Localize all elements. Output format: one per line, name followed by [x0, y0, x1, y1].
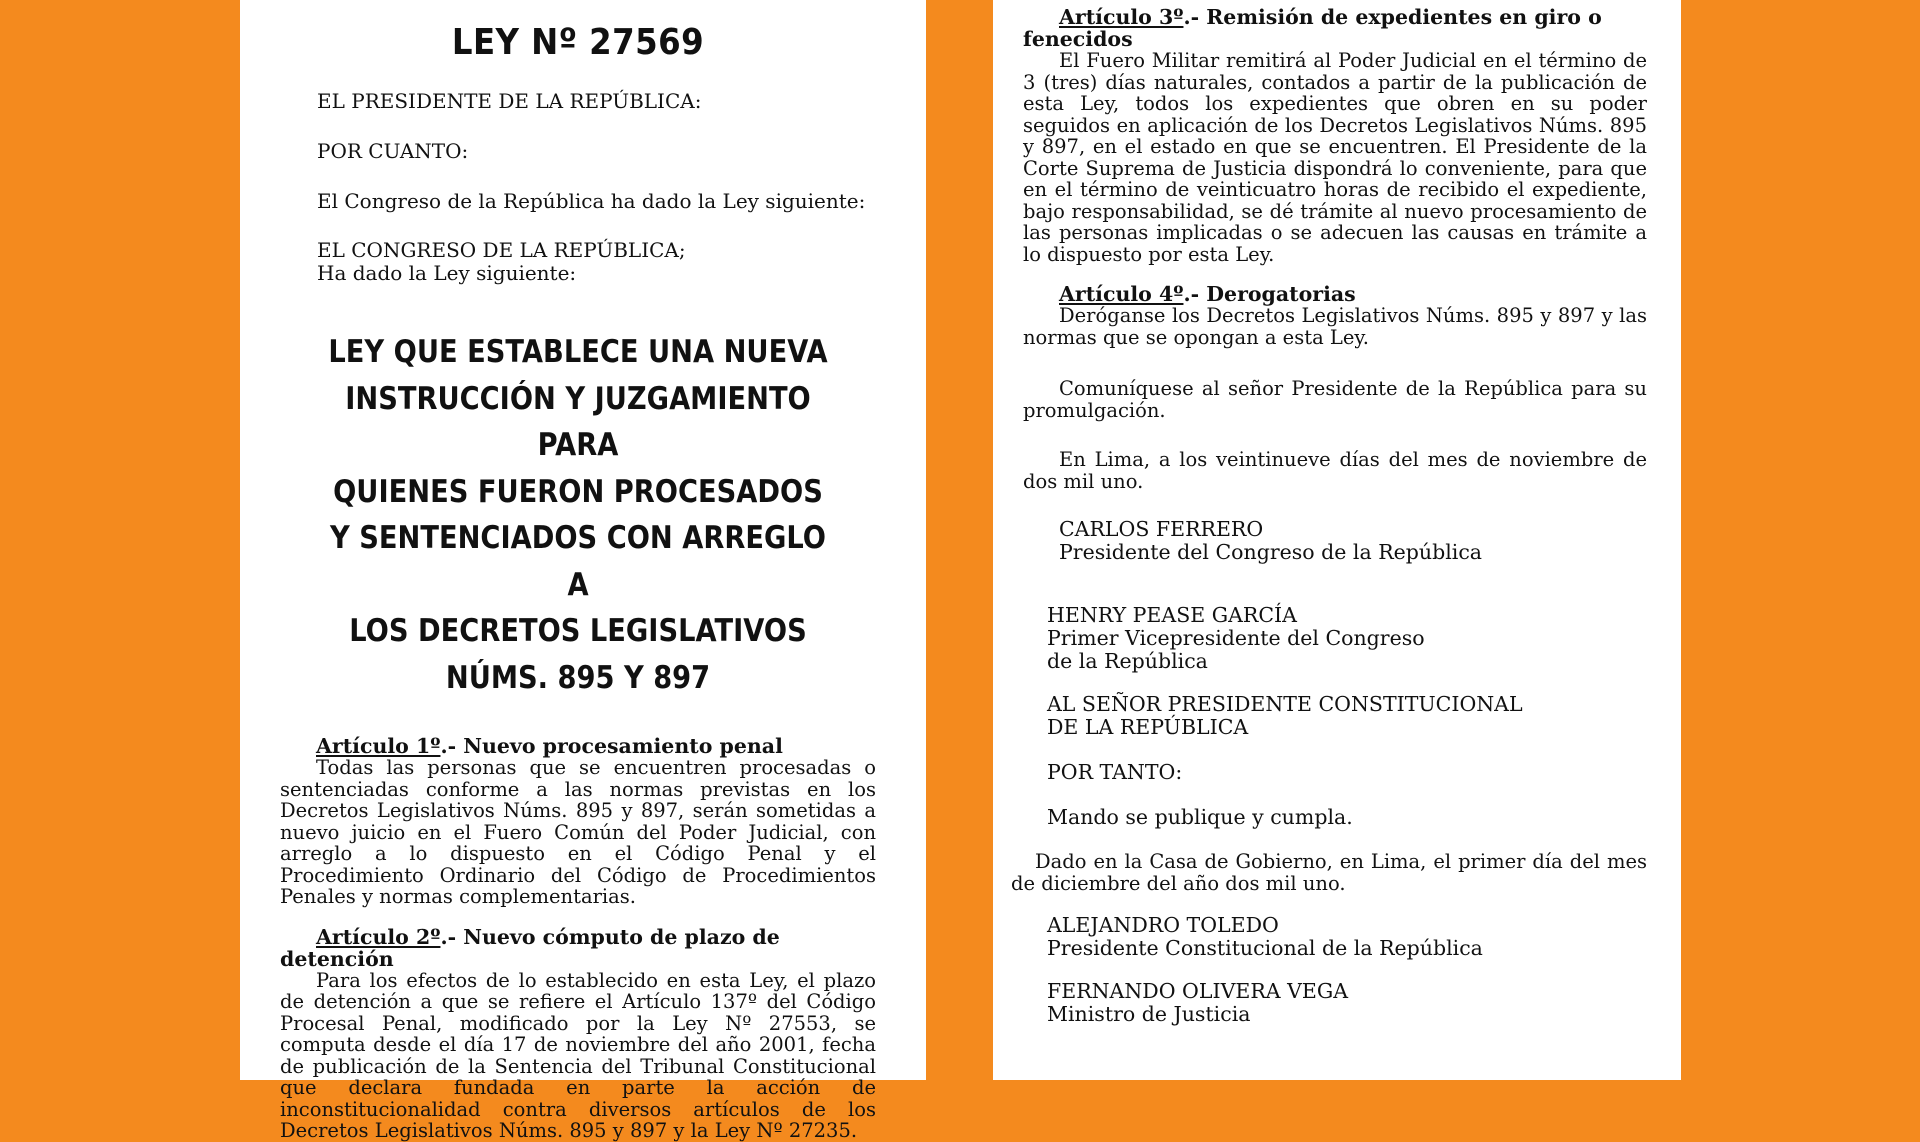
por-tanto: POR TANTO:: [1047, 760, 1183, 784]
signature-role: Primer Vicepresidente del Congreso: [1047, 626, 1425, 650]
article-2: [280, 926, 876, 1142]
addressee: [1023, 693, 1647, 739]
signature-name: HENRY PEASE GARCÍA: [1047, 603, 1297, 627]
signature-ferrero: [1023, 518, 1647, 564]
signature-toledo: [1023, 914, 1647, 960]
right-page: [993, 0, 1681, 1080]
law-number: LEY Nº 27569: [451, 22, 705, 63]
article-2-body: Para los efectos de lo establecido en esta Ley, el plazo de detención a que se refiere el Artículo 137º del Código Procesal Penal, modificado por la Ley Nº 27553, se computa desde el día 17 de noviembre del año 2001, fecha de publicación de la Sentencia del Tribunal Constitucional que declara fundada en parte la acción de inconstitucionalidad contra diversos artículos de los Decretos Legislativos Núms. 895 y 897 y la Ley Nº 27235.: [280, 968, 876, 1142]
left-page: [240, 0, 926, 1142]
congress-gave: El Congreso de la República ha dado la Ley siguiente:: [317, 189, 866, 213]
mando: Mando se publique y cumpla.: [1047, 805, 1353, 829]
article-4-title: .- Derogatorias: [1183, 282, 1356, 306]
article-3-label: Artículo 3º: [1059, 5, 1184, 29]
signature-olivera: [1023, 980, 1647, 1026]
congress-header: EL CONGRESO DE LA REPÚBLICA;: [317, 238, 686, 262]
article-3-body: El Fuero Militar remitirá al Poder Judicial en el término de 3 (tres) días naturales, contados a partir de la publicación de esta Ley, todos los expedientes que obren en su poder seguidos en aplicación de los Decretos Legislativos Núms. 895 y 897, en el estado en que se encuentren. El Presidente de la Corte Suprema de Justicia dispondrá lo conveniente, para que en el término de veinticuatro horas de recibido el expediente, bajo responsabilidad, se dé trámite al nuevo procesamiento de las personas implicadas o se adecuen las causas en trámite a lo dispuesto por esta Ley.: [1023, 49, 1647, 266]
signature-name: CARLOS FERRERO: [1059, 517, 1264, 541]
article-2-title: .- Nuevo cómputo de plazo de detención: [280, 924, 780, 971]
addressee-line: DE LA REPÚBLICA: [1047, 715, 1249, 739]
signature-role: Ministro de Justicia: [1047, 1002, 1251, 1026]
ha-dado: Ha dado la Ley siguiente:: [317, 261, 577, 285]
law-title-line: NÚMS. 895 Y 897: [445, 659, 711, 696]
signature-role: Presidente Constitucional de la República: [1047, 936, 1483, 960]
addressee-line: AL SEÑOR PRESIDENTE CONSTITUCIONAL: [1047, 692, 1523, 716]
article-3-title: .- Remisión de expedientes en giro o fenecidos: [1023, 5, 1602, 51]
article-2-label: Artículo 2º: [316, 924, 441, 949]
president-line: EL PRESIDENTE DE LA REPÚBLICA:: [317, 89, 702, 113]
article-4-label: Artículo 4º: [1059, 282, 1184, 306]
article-1-label: Artículo 1º: [316, 734, 441, 758]
signature-name: FERNANDO OLIVERA VEGA: [1047, 979, 1349, 1003]
article-1-title: .- Nuevo procesamiento penal: [440, 734, 783, 758]
signature-role: Presidente del Congreso de la República: [1059, 540, 1483, 564]
article-3: [1023, 6, 1647, 265]
comuniquese: Comuníquese al señor Presidente de la República para su promulgación.: [1023, 377, 1647, 422]
por-cuanto: POR CUANTO:: [317, 139, 469, 163]
dado: Dado en la Casa de Gobierno, en Lima, el primer día del mes de diciembre del año dos mil uno.: [1011, 850, 1647, 895]
law-title-line: LOS DECRETOS LEGISLATIVOS: [349, 613, 807, 649]
law-title-line: INSTRUCCIÓN Y JUZGAMIENTO PARA: [345, 380, 811, 463]
law-title: [316, 329, 840, 701]
signature-role: de la República: [1047, 649, 1208, 673]
article-4-body: Deróganse los Decretos Legislativos Núms. 895 y 897 y las normas que se opongan a esta Ley.: [1023, 304, 1647, 349]
law-title-line: Y SENTENCIADOS CON ARREGLO A: [329, 520, 826, 603]
article-1: [280, 735, 876, 908]
article-4: [1023, 283, 1647, 348]
article-1-body: Todas las personas que se encuentren procesadas o sentenciadas conforme a las normas previstas en los Decretos Legislativos Núms. 895 y 897, serán sometidas a nuevo juicio en el Fuero Común del Poder Judicial, con arreglo a lo dispuesto en el Código Penal y el Procedimiento Ordinario del Código de Procedimientos Penales y normas complementarias.: [280, 756, 876, 908]
en-lima: En Lima, a los veintinueve días del mes de noviembre de dos mil uno.: [1023, 448, 1647, 493]
law-title-line: LEY QUE ESTABLECE UNA NUEVA: [328, 334, 828, 370]
signature-pease: [1023, 604, 1647, 673]
law-title-line: QUIENES FUERON PROCESADOS: [333, 473, 823, 510]
signature-name: ALEJANDRO TOLEDO: [1047, 913, 1279, 937]
